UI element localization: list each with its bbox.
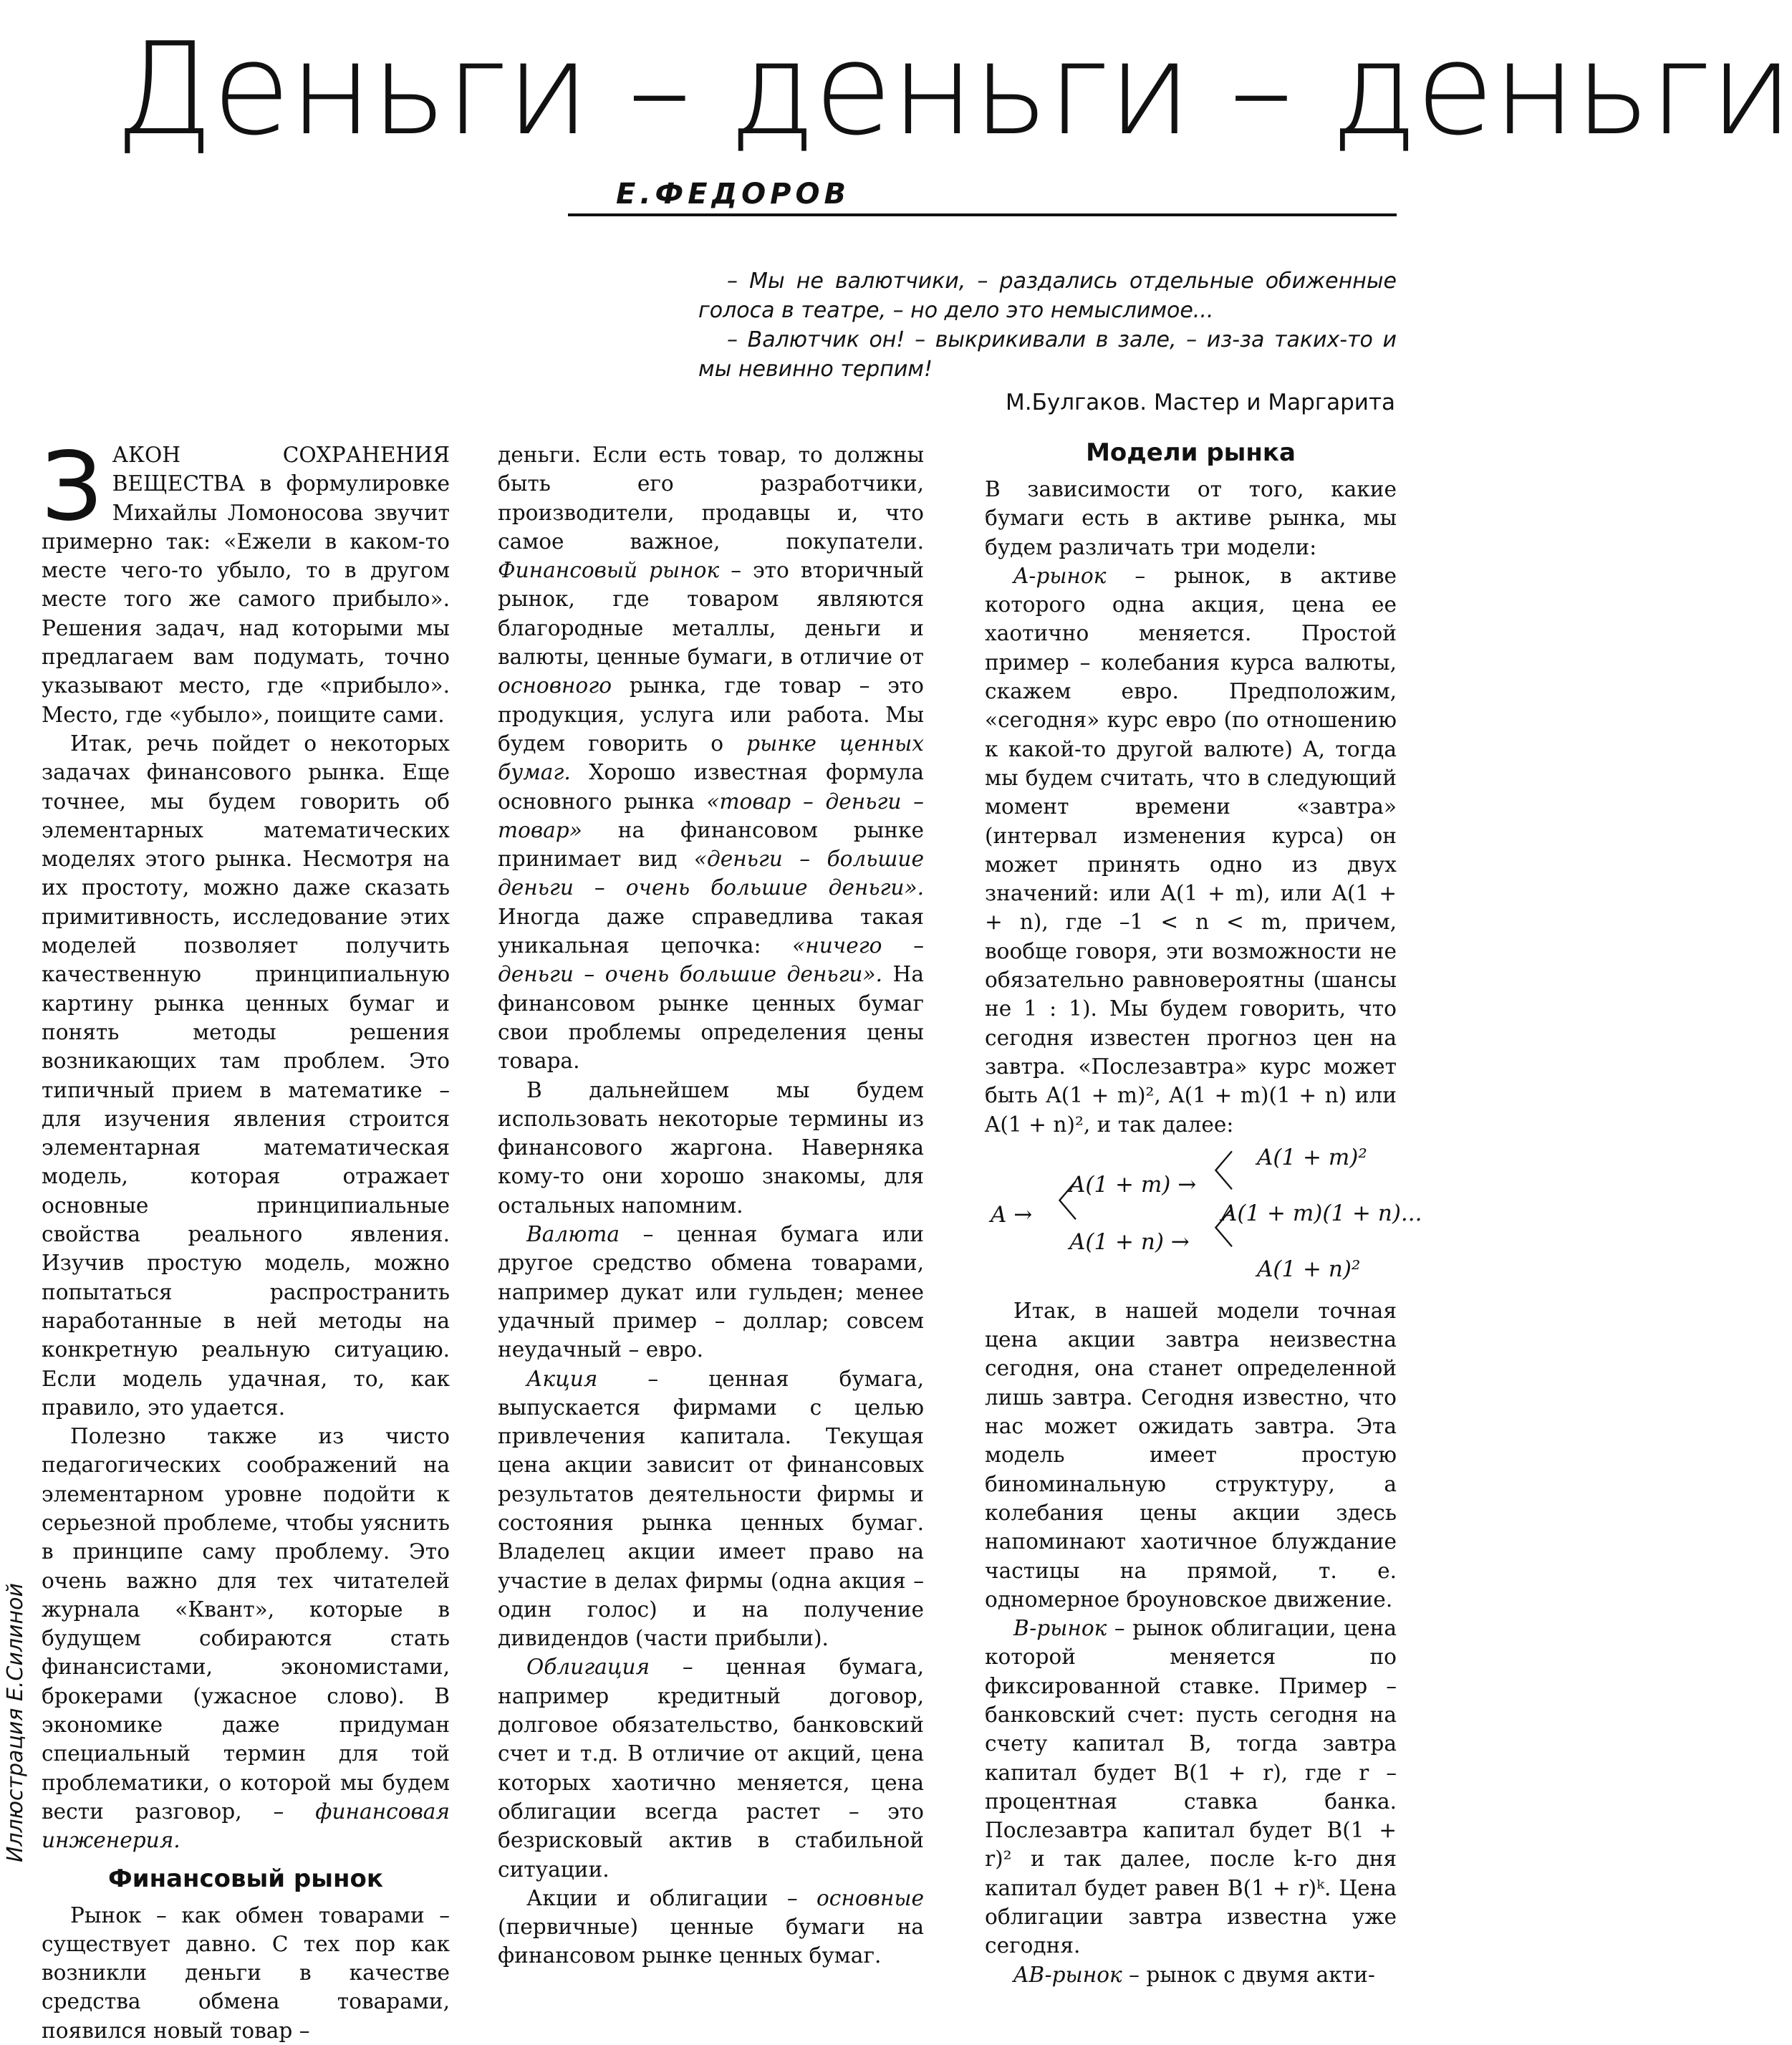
paragraph: Валюта – ценная бумага или другое средство обмена товарами, например дукат или гульден; менее удачный пример – доллар; совсем неудачный – евро. [498, 1222, 924, 1362]
author-name: Е.ФЕДОРОВ [616, 178, 850, 211]
formula-bracket: 〈 [1036, 1177, 1079, 1226]
paragraph: B-рынок – рынок облигации, цена которой меняется по фиксированной ставке. Пример – банковский счет: пусть сегодня на счету капитал B, тогда завтра капитал будет B(1 + r), где r – процентная ставка банка. Послезавтра капитал будет B(1 + r)² и так далее, после k-го дня капитал будет равен B(1 + r)ᵏ. Цена облигации завтра известна уже сегодня. [985, 1616, 1397, 1958]
section-heading-financial-market: Финансовый рынок [108, 1864, 383, 1893]
paragraph: деньги. Если есть товар, то должны быть его разработчики, производители, продавцы и, что самое важное, покупатели. Финансовый рынок – это вторичный рынок, где товаром являются благородные металлы, деньги и валюты, ценные бумаги, в отличие от основного рынка, где товар – это продукция, услуга или работа. Мы будем говорить о рынке ценных бумаг. Хорошо известная формула основного рынка «товар – деньги – товар» на финансовом рынке принимает вид «деньги – большие деньги – очень большие деньги». Иногда даже справедлива такая уникальная цепочка: «ничего – деньги – очень большие деньги». На финансовом рынке ценных бумаг свои проблемы определения цены товара. [498, 443, 924, 1074]
author-rule [568, 213, 1397, 216]
paragraph: В дальнейшем мы будем использовать некоторые термины из финансового жаргона. Наверняка кому-то они хорошо знакомы, для остальных напомним. [498, 1077, 924, 1218]
paragraph: Рынок – как обмен товарами – существует давно. С тех пор как возникли деньги в качестве средства обмена товарами, появился новый товар – [42, 1902, 450, 2043]
paragraph: Акции и облигации – основные (первичные) ценные бумаги на финансовом рынке ценных бумаг. [498, 1885, 924, 1968]
formula-bracket: 〈 [1193, 1147, 1235, 1196]
article-title: Деньги – деньги – деньги [115, 15, 1792, 163]
formula-leaf-nn: A(1 + n)² [1257, 1256, 1361, 1282]
epigraph-line-1: – Мы не валютчики, – раздались отдельные обиженные голоса в театре, – но дело это немыслимое... [698, 269, 1397, 323]
paragraph: ЗАКОН СОХРАНЕНИЯ ВЕЩЕСТВА в формулировке Михайлы Ломоносова звучит примерно так: «Ежели в каком-то месте чего-то убыло, то в другом месте того же самого прибыло». Решения задач, над которыми мы предлагаем вам подумать, точно указывают место, где «прибыло». Место, где «убыло», поищите сами. [42, 432, 450, 727]
paragraph: В зависимости от того, какие бумаги есть в активе рынка, мы будем различать три модели: [985, 477, 1397, 559]
paragraph: AB-рынок – рынок с двумя акти- [1013, 1962, 1375, 1987]
paragraph: Акция – ценная бумага, выпускается фирмами с целью привлечения капитала. Текущая цена акции зависит от финансовых результатов деятельности фирмы и состояния рынка ценных бумаг. Владелец акции имеет право на участие в делах фирмы (одна акция – один голос) и на получение дивидендов (части прибыли). [498, 1366, 924, 1651]
formula-leaf-mm: A(1 + m)² [1257, 1144, 1367, 1170]
drop-cap: З [42, 432, 102, 542]
column-1 [42, 432, 450, 2045]
formula-leaf-mn: A(1 + m)(1 + n)... [1221, 1200, 1422, 1226]
column-3 [985, 438, 1422, 1989]
epigraph [698, 266, 1397, 384]
column-2 [498, 441, 924, 1971]
paragraph: Облигация – ценная бумага, например кредитный договор, долговое обязательство, банковский счет и т.д. В отличие от акций, цена которых хаотично меняется, цена облигации всегда растет – это безрисковый актив в стабильной ситуации. [498, 1655, 924, 1882]
paragraph: Итак, в нашей модели точная цена акции завтра неизвестна сегодня, она станет определенной лишь завтра. Сегодня известно, что нас может ожидать завтра. Эта модель имеет простую биноминальную структуру, а колебания цены акции здесь напоминают хаотичное блуждание частицы на прямой, т. е. одномерное броуновское движение. [985, 1298, 1397, 1612]
section-heading-market-models: Модели рынка [1086, 438, 1296, 467]
paragraph: Полезно также из чисто педагогических соображений на элементарном уровне подойти к серьезной проблеме, чтобы уяснить в принципе саму проблему. Это очень важно для тех читателей журнала «Квант», которые в будущем собираются стать финансистами, экономистами, брокерами (ужасное слово). В экономике даже придуман специальный термин для той проблематики, о которой мы будем вести разговор, – финансовая инженерия. [42, 1424, 450, 1853]
formula-bracket: 〈 [1193, 1204, 1235, 1254]
formula-branch-m: A(1 + m) → [1069, 1171, 1197, 1198]
epigraph-source: М.Булгаков. Мастер и Маргарита [1005, 390, 1395, 415]
formula-branch-n: A(1 + n) → [1069, 1228, 1190, 1255]
epigraph-line-2: – Валютчик он! – выкрикивали в зале, – из-за таких-то и мы невинно терпим! [698, 327, 1397, 382]
paragraph: A-рынок – рынок, в активе которого одна акция, цена ее хаотично меняется. Простой пример – колебания курса валюты, скажем евро. Предположим, «сегодня» курс евро (по отношению к какой-то другой валюте) A, тогда мы будем считать, что в следующий момент времени «завтра» (интервал изменения курса) он может принять одно из двух значений: или A(1 + m), или A(1 + + n), где –1 < n < m, причем, вообще говоря, эти возможности не обязательно равновероятны (шансы не 1 : 1). Мы будем говорить, что сегодня известен прогноз цен на завтра. «Послезавтра» курс может быть A(1 + m)², A(1 + m)(1 + n) или A(1 + n)², и так далее: [985, 563, 1397, 1137]
binomial-tree-formula [985, 1143, 1422, 1286]
formula-root: A → [991, 1201, 1033, 1228]
paragraph: Итак, речь пойдет о некоторых задачах финансового рынка. Еще точнее, мы будем говорить об элементарных математических моделях этого рынка. Несмотря на их простоту, можно даже сказать примитивность, исследование этих моделей позволяет получить качественную принципиальную картину рынка ценных бумаг и понять методы решения возникающих там проблем. Это типичный прием в математике – для изучения явления строится элементарная математическая модель, которая отражает основные принципиальные свойства реального явления. Изучив простую модель, можно попытаться распространить наработанные в ней методы на конкретную реальную ситуацию. Если модель удачная, то, как правило, это удается. [42, 731, 450, 1420]
illustration-credit: Иллюстрация Е.Силиной [3, 1582, 28, 1862]
